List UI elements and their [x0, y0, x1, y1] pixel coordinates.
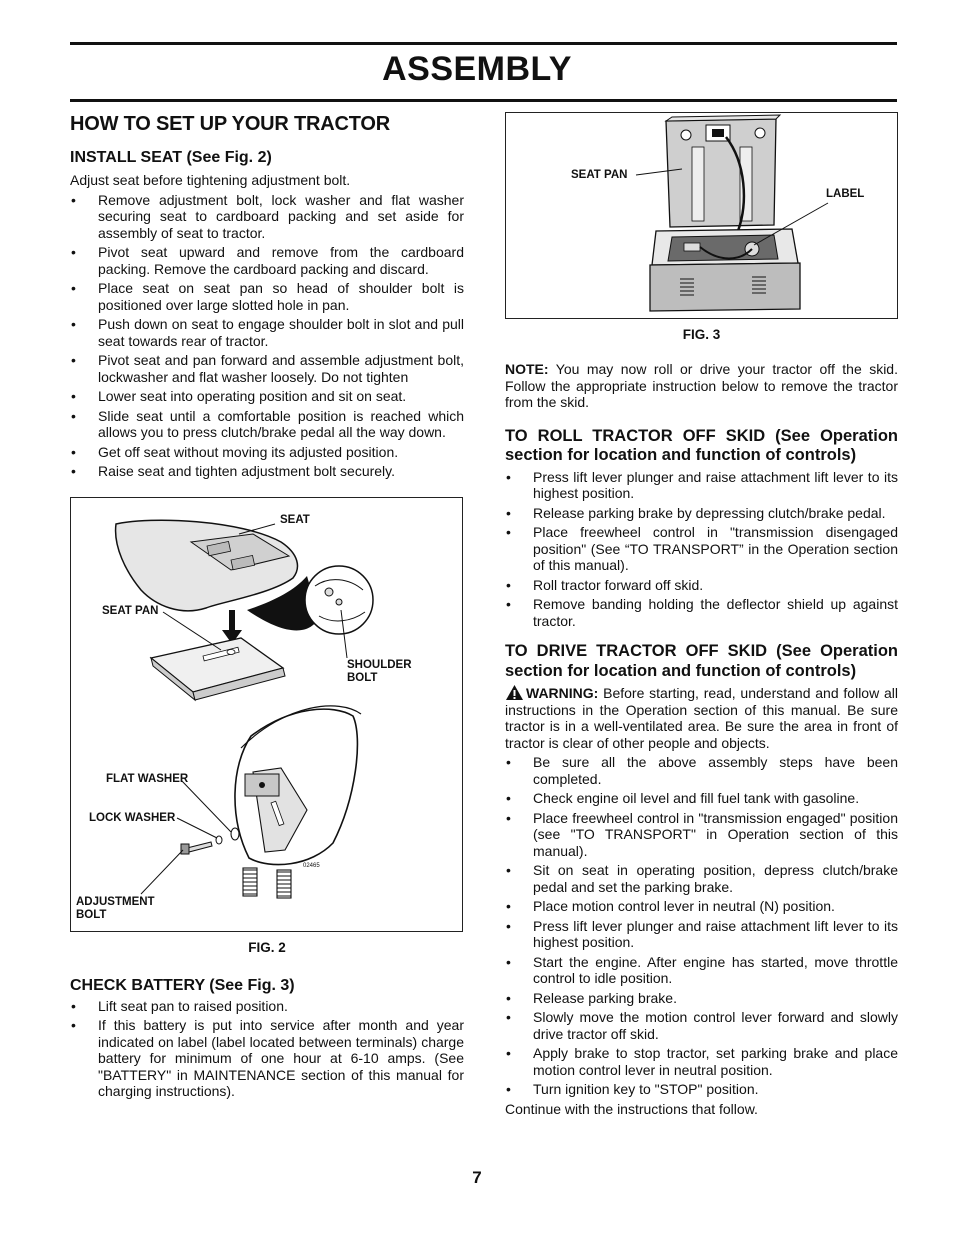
label-seat: SEAT [280, 513, 310, 526]
drive-steps [505, 754, 898, 1098]
note-label: NOTE: [505, 361, 549, 377]
list-item: • Lift seat pan to raised position. [70, 998, 464, 1015]
list-item: • Release parking brake. [505, 990, 898, 1007]
check-battery-steps [70, 998, 464, 1100]
list-item: • Place freewheel control in "transmission engaged" position (see "TO TRANSPORT" in Operation section of this manual). [505, 810, 898, 860]
list-item: • Place freewheel control in "transmission disengaged position" (See “TO TRANSPORT” in the Operation section of this manual). [505, 524, 898, 574]
figure-2 [70, 497, 463, 932]
label-shoulder-bolt-line1: SHOULDER [347, 658, 412, 671]
left-column [70, 110, 464, 1103]
list-item: • Remove banding holding the deflector shield up against tractor. [505, 596, 898, 629]
label-adjustment-bolt-line2: BOLT [76, 908, 107, 921]
list-item: • Remove adjustment bolt, lock washer and flat washer securing seat to cardboard packing and set aside for assembly of seat to tractor. [70, 192, 464, 242]
list-item: • Place seat on seat pan so head of shoulder bolt is positioned over large slotted hole in pan. [70, 280, 464, 313]
list-item: • Sit on seat in operating position, depress clutch/brake pedal and set the parking brake. [505, 862, 898, 895]
list-item: • Press lift lever plunger and raise attachment lift lever to its highest position. [505, 918, 898, 951]
drive-heading: TO DRIVE TRACTOR OFF SKID (See Operation section for location and function of controls) [505, 642, 898, 680]
roll-steps [505, 469, 898, 630]
install-seat-heading: INSTALL SEAT (See Fig. 2) [70, 149, 272, 166]
header-rule-top [70, 42, 897, 45]
list-item: • Raise seat and tighten adjustment bolt securely. [70, 463, 464, 480]
figure-2-caption: FIG. 2 [248, 939, 286, 955]
part-code: 02465 [303, 862, 320, 869]
label-label: LABEL [826, 188, 865, 200]
warning-label: WARNING: [526, 685, 599, 701]
list-item: • If this battery is put into service after month and year indicated on label (label located between terminals) charge battery for minimum of one hour at 6-10 amps. (See "BATTERY" in MAINTENANCE section of this manual for charging instructions). [70, 1017, 464, 1100]
list-item: • Slide seat until a comfortable position is reached which allows you to press clutch/brake pedal all the way down. [70, 408, 464, 441]
header-rule-bottom [70, 99, 897, 102]
warning-icon [505, 684, 524, 701]
note-text: You may now roll or drive your tractor off the skid. Follow the appropriate instruction below to remove the tractor from the skid. [505, 361, 898, 410]
list-item: • Release parking brake by depressing clutch/brake pedal. [505, 505, 898, 522]
list-item: • Push down on seat to engage shoulder bolt in slot and pull seat towards rear of tractor. [70, 316, 464, 349]
list-item: • Roll tractor forward off skid. [505, 577, 898, 594]
list-item: • Slowly move the motion control lever forward and slowly drive tractor off skid. [505, 1009, 898, 1042]
list-item: • Pivot seat and pan forward and assemble adjustment bolt, lockwasher and flat washer loosely. Do not tighten [70, 352, 464, 385]
label-lock-washer: LOCK WASHER [89, 811, 176, 824]
check-battery-heading: CHECK BATTERY (See Fig. 3) [70, 976, 295, 994]
list-item: • Press lift lever plunger and raise attachment lift lever to its highest position. [505, 469, 898, 502]
label-shoulder-bolt [347, 659, 412, 685]
label-flat-washer: FLAT WASHER [106, 772, 189, 785]
list-item: • Place motion control lever in neutral (N) position. [505, 898, 898, 915]
label-shoulder-bolt-line2: BOLT [347, 671, 378, 684]
list-item: • Apply brake to stop tractor, set parking brake and place motion control lever in neutral position. [505, 1045, 898, 1078]
closing-text: Continue with the instructions that follow. [505, 1100, 758, 1117]
warning-text: Before starting, read, understand and follow all instructions in the Operation section of this manual. Be sure tractor is in a well-ventilated area. Be sure the area in front of tractor is clear of other people and objects. [505, 685, 898, 751]
install-seat-steps [70, 192, 464, 480]
list-item: • Be sure all the above assembly steps have been completed. [505, 754, 898, 787]
seat-assembly-illustration [71, 498, 461, 930]
list-item: • Start the engine. After engine has started, move throttle control to idle position. [505, 954, 898, 987]
figure-3 [505, 112, 898, 319]
page-number: 7 [472, 1168, 482, 1187]
install-seat-intro: Adjust seat before tightening adjustment bolt. [70, 172, 351, 188]
label-seat-pan: SEAT PAN [571, 169, 628, 181]
list-item: • Lower seat into operating position and sit on seat. [70, 388, 464, 405]
list-item: • Pivot seat upward and remove from the cardboard packing. Remove the cardboard packing and discard. [70, 244, 464, 277]
label-adjustment-bolt-line1: ADJUSTMENT [76, 895, 155, 908]
list-item: • Turn ignition key to "STOP" position. [505, 1081, 898, 1098]
label-seat-pan: SEAT PAN [102, 604, 159, 617]
list-item: • Check engine oil level and fill fuel tank with gasoline. [505, 790, 898, 807]
note [505, 361, 898, 411]
right-column [505, 112, 898, 1117]
list-item: • Get off seat without moving its adjusted position. [70, 444, 464, 461]
warning [505, 684, 898, 751]
figure-3-caption: FIG. 3 [682, 327, 721, 342]
section-title: HOW TO SET UP YOUR TRACTOR [70, 113, 391, 135]
roll-heading: TO ROLL TRACTOR OFF SKID (See Operation section for location and function of controls) [505, 426, 898, 464]
battery-illustration [506, 113, 896, 317]
label-adjustment-bolt [76, 896, 155, 922]
page-title: ASSEMBLY [382, 50, 572, 88]
